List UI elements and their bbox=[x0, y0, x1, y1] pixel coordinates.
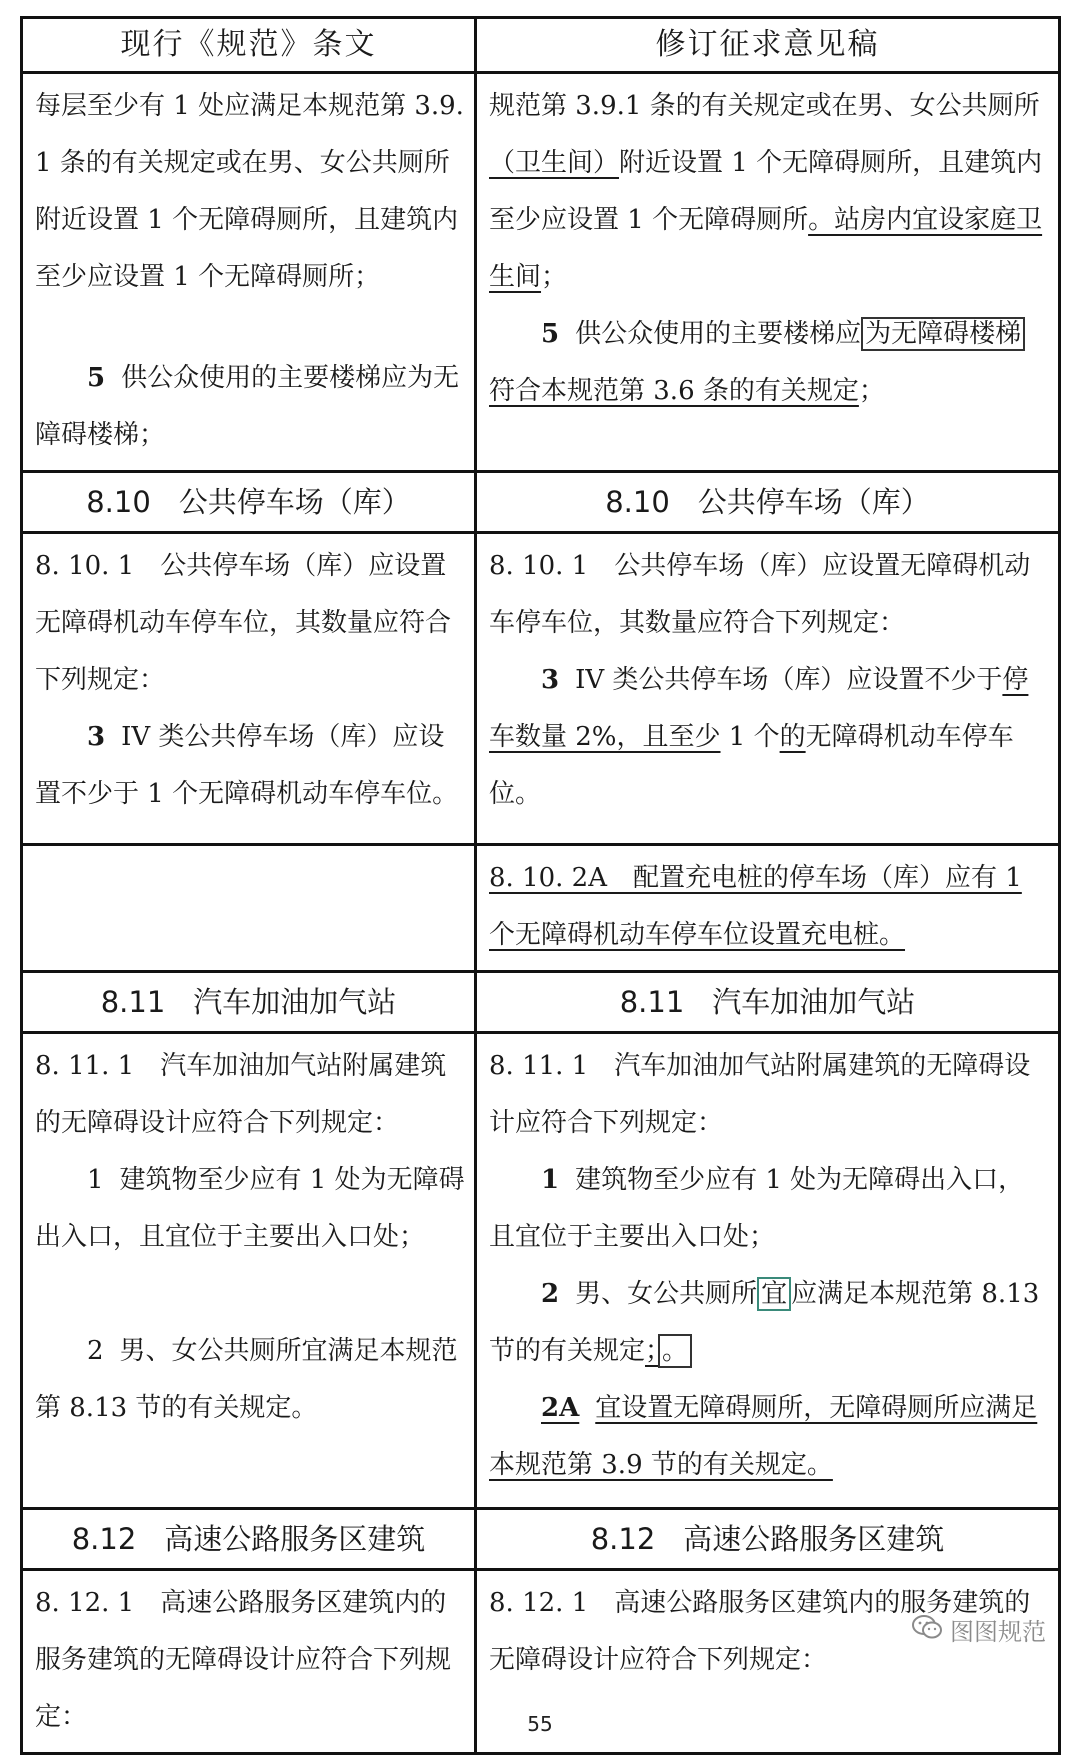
page-number: 55 bbox=[527, 1712, 553, 1736]
cell-current bbox=[22, 533, 476, 845]
clause-text: 8. 10. 1 公共停车场（库）应设置无障碍机动车停车位，其数量应符合下列规定： bbox=[489, 551, 1031, 638]
section-heading: 8.12 高速公路服务区建筑 bbox=[476, 1509, 1060, 1570]
table-row bbox=[22, 845, 1060, 972]
added-text: 停车数量 2%，且至少 bbox=[489, 665, 1029, 752]
clause-text: 8. 11. 1 汽车加油加气站附属建筑的无障碍设计应符合下列规定： bbox=[35, 1051, 447, 1138]
clause-text: 每层至少有 1 处应满足本规范第 3.9.1 条的有关规定或在男、女公共厕所附近设置 1 个无障碍厕所，且建筑内至少应设置 1 个无障碍厕所； bbox=[35, 91, 464, 292]
section-heading-row bbox=[22, 472, 1060, 533]
section-heading: 8.10 公共停车场（库） bbox=[476, 472, 1060, 533]
clause-text: 规范第 3.9.1 条的有关规定或在男、女公共厕所（卫生间）附近设置 1 个无障碍厕所，且建筑内至少应设置 1 个无障碍厕所。站房内宜设家庭卫生间； bbox=[489, 91, 1043, 292]
section-heading: 8.11 汽车加油加气站 bbox=[476, 972, 1060, 1033]
clause-item: 1 建筑物至少应有 1 处为无障碍出入口，且宜位于主要出入口处； bbox=[489, 1165, 1025, 1252]
deleted-text: 宜 bbox=[757, 1277, 791, 1311]
cell-current bbox=[22, 73, 476, 472]
added-text: （卫生间） bbox=[489, 148, 620, 178]
added-text: ； bbox=[645, 1336, 659, 1366]
added-clause-item: 2A 宜设置无障碍厕所，无障碍厕所应满足本规范第 3.9 节的有关规定。 bbox=[489, 1393, 1038, 1480]
cell-revision bbox=[476, 845, 1060, 972]
cell-current-empty bbox=[22, 845, 476, 972]
table-row bbox=[22, 73, 1060, 472]
added-text: 符合本规范第 3.6 条的有关规定 bbox=[489, 376, 859, 406]
clause-text: 8. 12. 1 高速公路服务区建筑内的服务建筑的无障碍设计应符合下列规定： bbox=[35, 1588, 452, 1732]
section-heading: 8.10 公共停车场（库） bbox=[22, 472, 476, 533]
clause-text: 8. 12. 1 高速公路服务区建筑内的服务建筑的无障碍设计应符合下列规定： bbox=[489, 1588, 1031, 1675]
watermark-text: 图图规范 bbox=[950, 1618, 1046, 1646]
header-current-clauses: 现行《规范》条文 bbox=[22, 18, 476, 73]
clause-text: 8. 10. 1 公共停车场（库）应设置无障碍机动车停车位，其数量应符合下列规定： bbox=[35, 551, 452, 695]
cell-revision bbox=[476, 1033, 1060, 1509]
watermark bbox=[912, 1612, 1046, 1647]
deleted-text: 。 bbox=[658, 1334, 692, 1368]
clause-item: 1 建筑物至少应有 1 处为无障碍出入口，且宜位于主要出入口处； bbox=[35, 1165, 465, 1252]
table-header-row bbox=[22, 18, 1060, 73]
section-heading: 8.11 汽车加油加气站 bbox=[22, 972, 476, 1033]
clause-item: 2 男、女公共厕所 宜 应满足本规范第 8.13 节的有关规定； 。 bbox=[489, 1279, 1040, 1366]
wechat-icon bbox=[912, 1614, 942, 1646]
clause-item: 5 供公众使用的主要楼梯应为无障碍楼梯； bbox=[35, 363, 460, 450]
added-text: 。站房内宜设家庭卫生间 bbox=[489, 205, 1043, 292]
clause-item: 5 供公众使用的主要楼梯应 为无障碍楼梯符合本规范第 3.6 条的有关规定； bbox=[489, 306, 1050, 420]
clause-item: 3 IV 类公共停车场（库）应设置不少于停车数量 2%，且至少 1 个的无障碍机动车停车位。 bbox=[489, 665, 1029, 809]
section-heading: 8.12 高速公路服务区建筑 bbox=[22, 1509, 476, 1570]
comparison-table bbox=[20, 16, 1061, 1755]
added-text: 的 bbox=[779, 722, 806, 752]
deleted-text: 为无障碍楼梯 bbox=[861, 317, 1025, 351]
header-revision-draft: 修订征求意见稿 bbox=[476, 18, 1060, 73]
section-heading-row bbox=[22, 1509, 1060, 1570]
clause-text: 8. 11. 1 汽车加油加气站附属建筑的无障碍设计应符合下列规定： bbox=[489, 1051, 1031, 1138]
cell-current bbox=[22, 1033, 476, 1509]
table-row bbox=[22, 533, 1060, 845]
clause-item: 3 IV 类公共停车场（库）应设置不少于 1 个无障碍机动车停车位。 bbox=[35, 722, 459, 809]
clause-item: 2 男、女公共厕所宜满足本规范第 8.13 节的有关规定。 bbox=[35, 1336, 458, 1423]
cell-revision bbox=[476, 73, 1060, 472]
table-row bbox=[22, 1033, 1060, 1509]
added-clause: 8. 10. 2A 配置充电桩的停车场（库）应有 1 个无障碍机动车停车位设置充电桩。 bbox=[489, 863, 1022, 950]
section-heading-row bbox=[22, 972, 1060, 1033]
cell-revision bbox=[476, 533, 1060, 845]
